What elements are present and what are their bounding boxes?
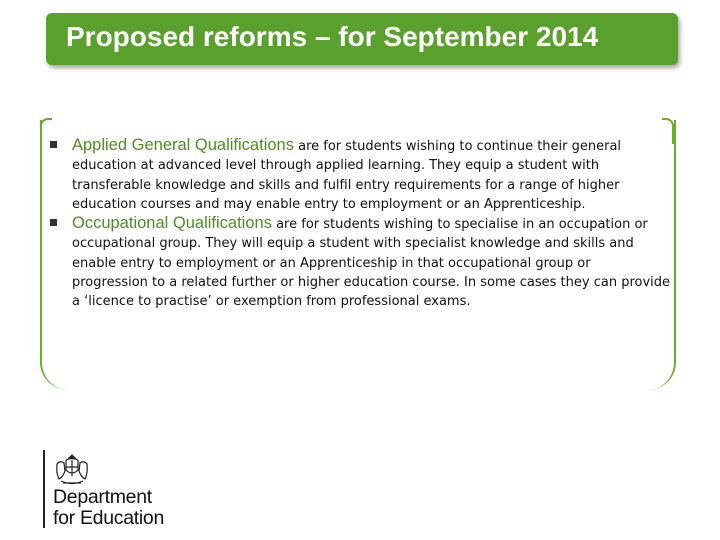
bullet-square-icon [50,219,57,226]
title-bar [46,13,678,65]
bullet-square-icon [50,141,57,148]
bullet-text: are for students wishing to specialise in an occupation or occupational group. They will equip a student with specialist knowledge and skills and enable entry to employment or an Apprenticeship in that occupational group or progression to a related further or higher education course. In some cases they can provide a ‘licence to practise’ or exemption from professional exams. [72,217,671,310]
slide-title: Proposed reforms – for September 2014 [66,21,599,52]
bullet-list [50,136,670,312]
bullet-applied-general [50,136,670,214]
logo-line-department: Department [53,486,152,508]
bullet-term: Applied General Qualifications [72,136,294,154]
bullet-occupational [50,214,670,311]
dfe-logo [43,450,223,530]
bullet-term: Occupational Qualifications [72,214,272,233]
logo-rule [43,450,45,528]
logo-line-for-education: for Education [53,507,165,529]
bullet-text: are for students wishing to continue their general education at advanced level through applied learning. They equip a student with transferable knowledge and skills and fulfil entry requirements for a range of higher education courses and may enable entry to employment or an Apprenticeship. [72,139,622,212]
royal-crest-icon [53,452,91,486]
